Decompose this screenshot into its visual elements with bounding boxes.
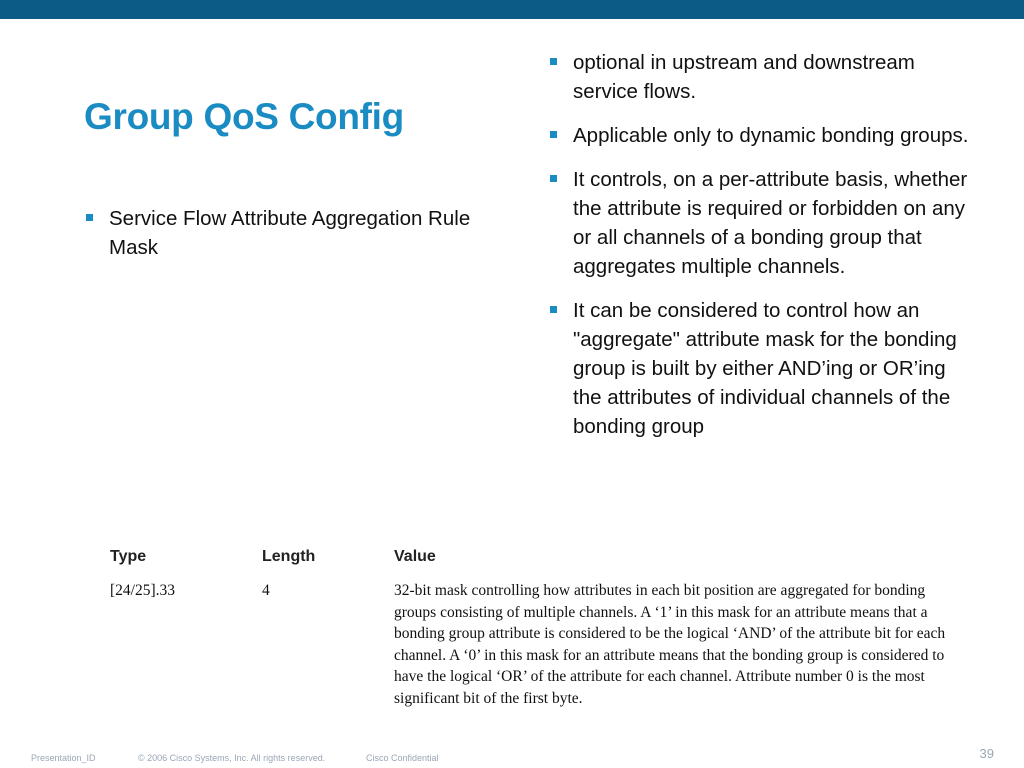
cell-type: [24/25].33	[110, 582, 176, 599]
footer-copyright: © 2006 Cisco Systems, Inc. All rights reserved.	[138, 753, 326, 763]
footer-presentation-id: Presentation_ID	[31, 753, 96, 763]
bullet-item: Applicable only to dynamic bonding groups.	[548, 121, 978, 150]
cell-length: 4	[262, 582, 270, 599]
table-row	[110, 580, 970, 709]
cell-value-text: 32-bit mask controlling how attributes in each bit position are aggregated for bonding groups consisting of multiple channels. A ‘1’ in this mask for an attribute means that a bonding group attribute is considered to be the logical ‘AND’ of the attribute bit for each channel. A ‘0’ in this mask for an attribute means that the bonding group is considered to have the logical ‘OR’ of the attribute for each channel. Attribute number 0 is the most significant bit of the first byte.	[394, 582, 946, 707]
bullet-item: Service Flow Attribute Aggregation Rule Mask	[84, 204, 514, 262]
bullet-item: It can be considered to control how an "aggregate" attribute mask for the bonding group is built by either AND’ing or OR’ing the attributes of individual channels of the bonding group	[548, 296, 978, 441]
left-bullet-list	[84, 204, 514, 262]
bullet-item: It controls, on a per-attribute basis, whether the attribute is required or forbidden on any or all channels of a bonding group that aggregates multiple channels.	[548, 165, 978, 281]
cell-value	[394, 580, 970, 709]
column-header-value: Value	[394, 548, 436, 565]
column-header-type: Type	[110, 548, 147, 565]
slide-title: Group QoS Config	[84, 96, 404, 137]
header-bar	[0, 0, 1024, 19]
column-header-length: Length	[262, 548, 316, 565]
footer-confidential: Cisco Confidential	[366, 753, 439, 763]
bullet-item: optional in upstream and downstream service flows.	[548, 48, 978, 106]
tlv-spec-table	[110, 548, 970, 709]
table-header-row	[110, 548, 970, 580]
right-bullet-list	[548, 48, 978, 456]
page-number: 39	[979, 746, 994, 761]
